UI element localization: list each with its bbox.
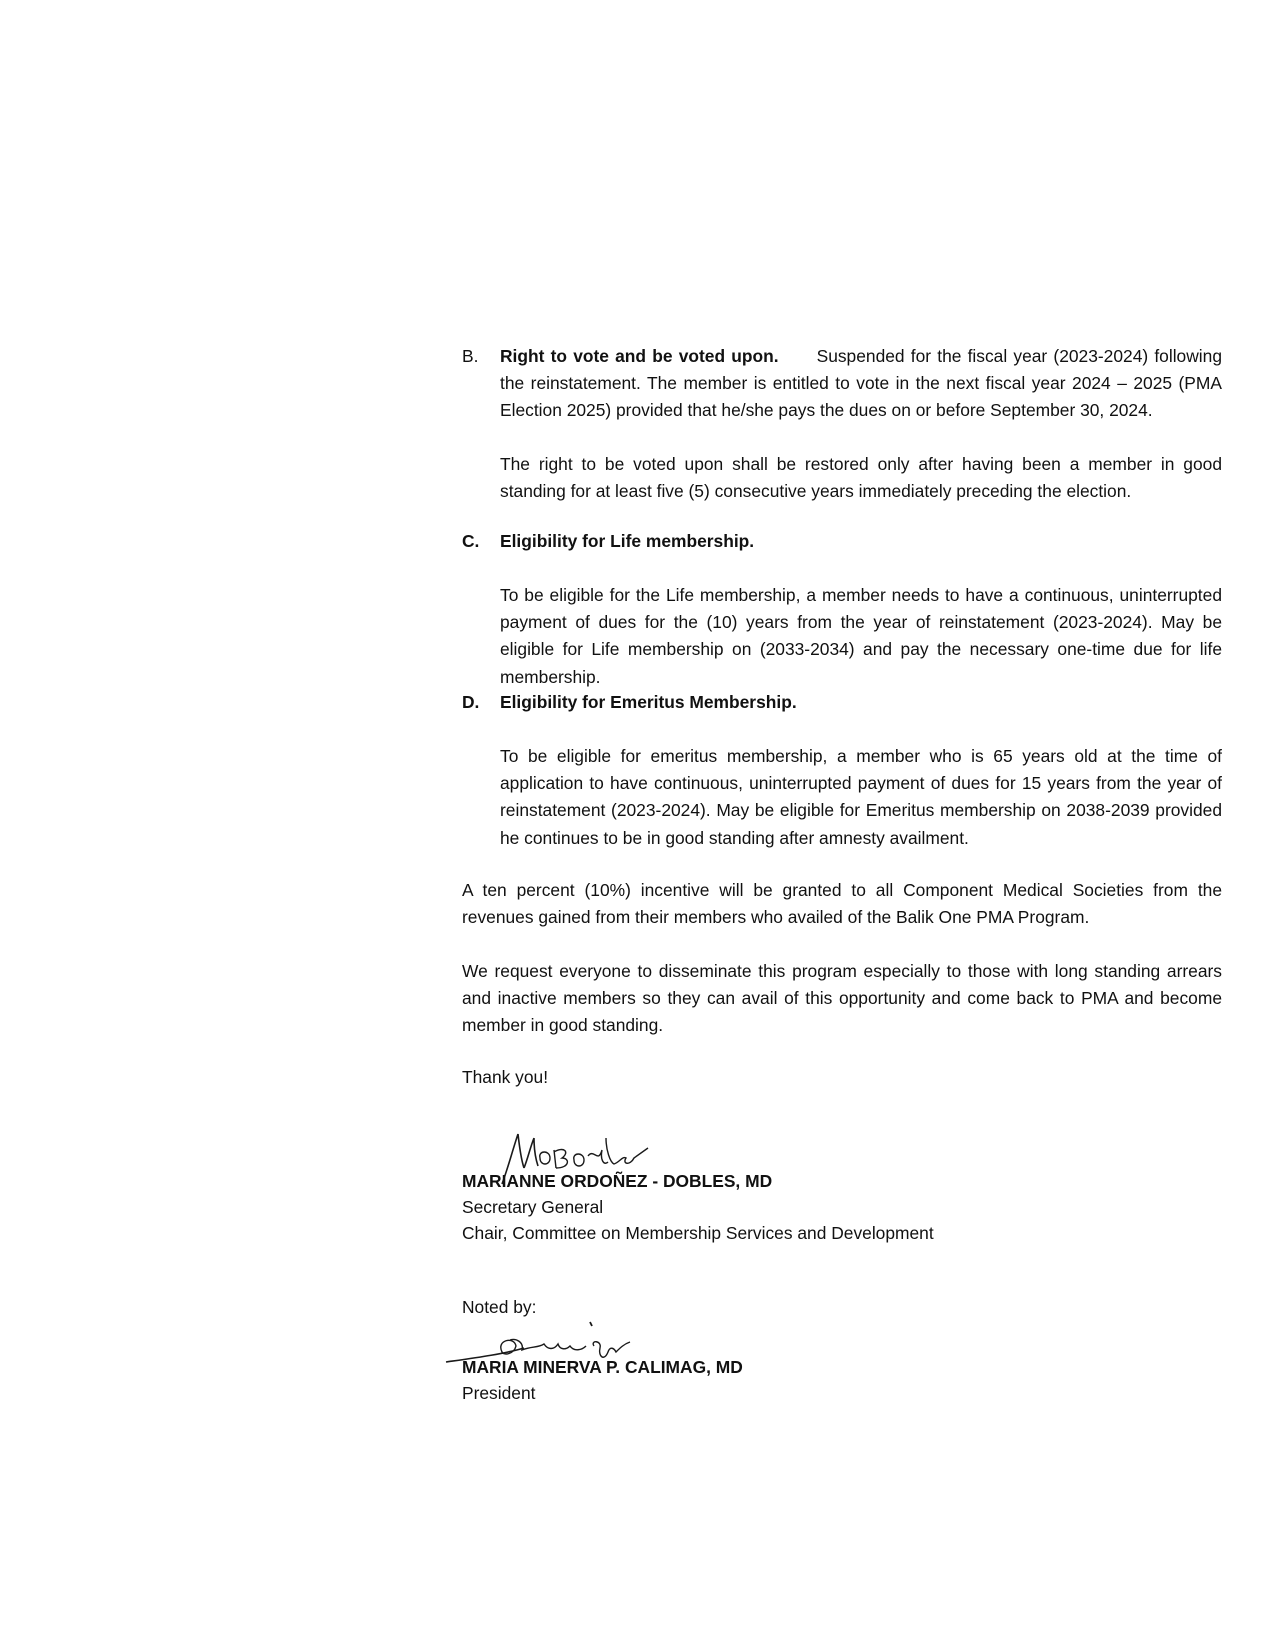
section-d-letter: D. [462,692,480,712]
signatory-2-name: MARIA MINERVA P. CALIMAG, MD [462,1357,743,1377]
signatory-block-1 [462,1168,1222,1246]
section-c-title: Eligibility for Life membership. [500,531,755,551]
section-b-para2: The right to be voted upon shall be restored only after having been a member in good standing for at least five (5) consecutive years immediately preceding the election. [500,454,1222,502]
request-paragraph: We request everyone to disseminate this program especially to those with long standing arrears and inactive members so they can avail of this opportunity and come back to PMA and become member in good standing. [462,961,1222,1036]
incentive-paragraph: A ten percent (10%) incentive will be granted to all Component Medical Societies from the revenues gained from their members who availed of the Balik One PMA Program. [462,880,1222,928]
signatory-1-name: MARIANNE ORDOÑEZ - DOBLES, MD [462,1171,773,1191]
section-d-para: To be eligible for emeritus membership, a member who is 65 years old at the time of application to have continuous, uninterrupted payment of dues for 15 years from the year of reinstatement (2023-2024). May be eligible for Emeritus membership on 2038-2039 provided he continues to be in good standing after amnesty availment. [500,746,1222,848]
signatory-1-committee: Chair, Committee on Membership Services and Development [462,1223,934,1243]
section-c-para: To be eligible for the Life membership, a member needs to have a continuous, uninterrupted payment of dues for the (10) years from the year of reinstatement (2023-2024). May be eligible for Life membership on (2033-2034) and pay the necessary one-time due for life membership. [500,585,1222,687]
section-b-lead: Suspended for the fiscal year (2023-2024) following the reinstatement. The member is entitled to vote in the next fiscal year 2024 – 2025 (PMA Election 2025) provided that he/she pays the dues on or before September 30, 2024. [500,346,1222,421]
signatory-1-title: Secretary General [462,1197,604,1217]
noted-by-label: Noted by: [462,1297,537,1317]
section-b-letter: B. [462,346,479,366]
section-b-body [500,343,1222,425]
section-d-title: Eligibility for Emeritus Membership. [500,692,797,712]
section-b-title: Right to vote and be voted upon. [500,346,779,366]
signatory-2-title: President [462,1383,536,1403]
closing-text: Thank you! [462,1067,549,1087]
section-c-letter: C. [462,531,480,551]
signatory-block-2 [462,1354,1222,1406]
